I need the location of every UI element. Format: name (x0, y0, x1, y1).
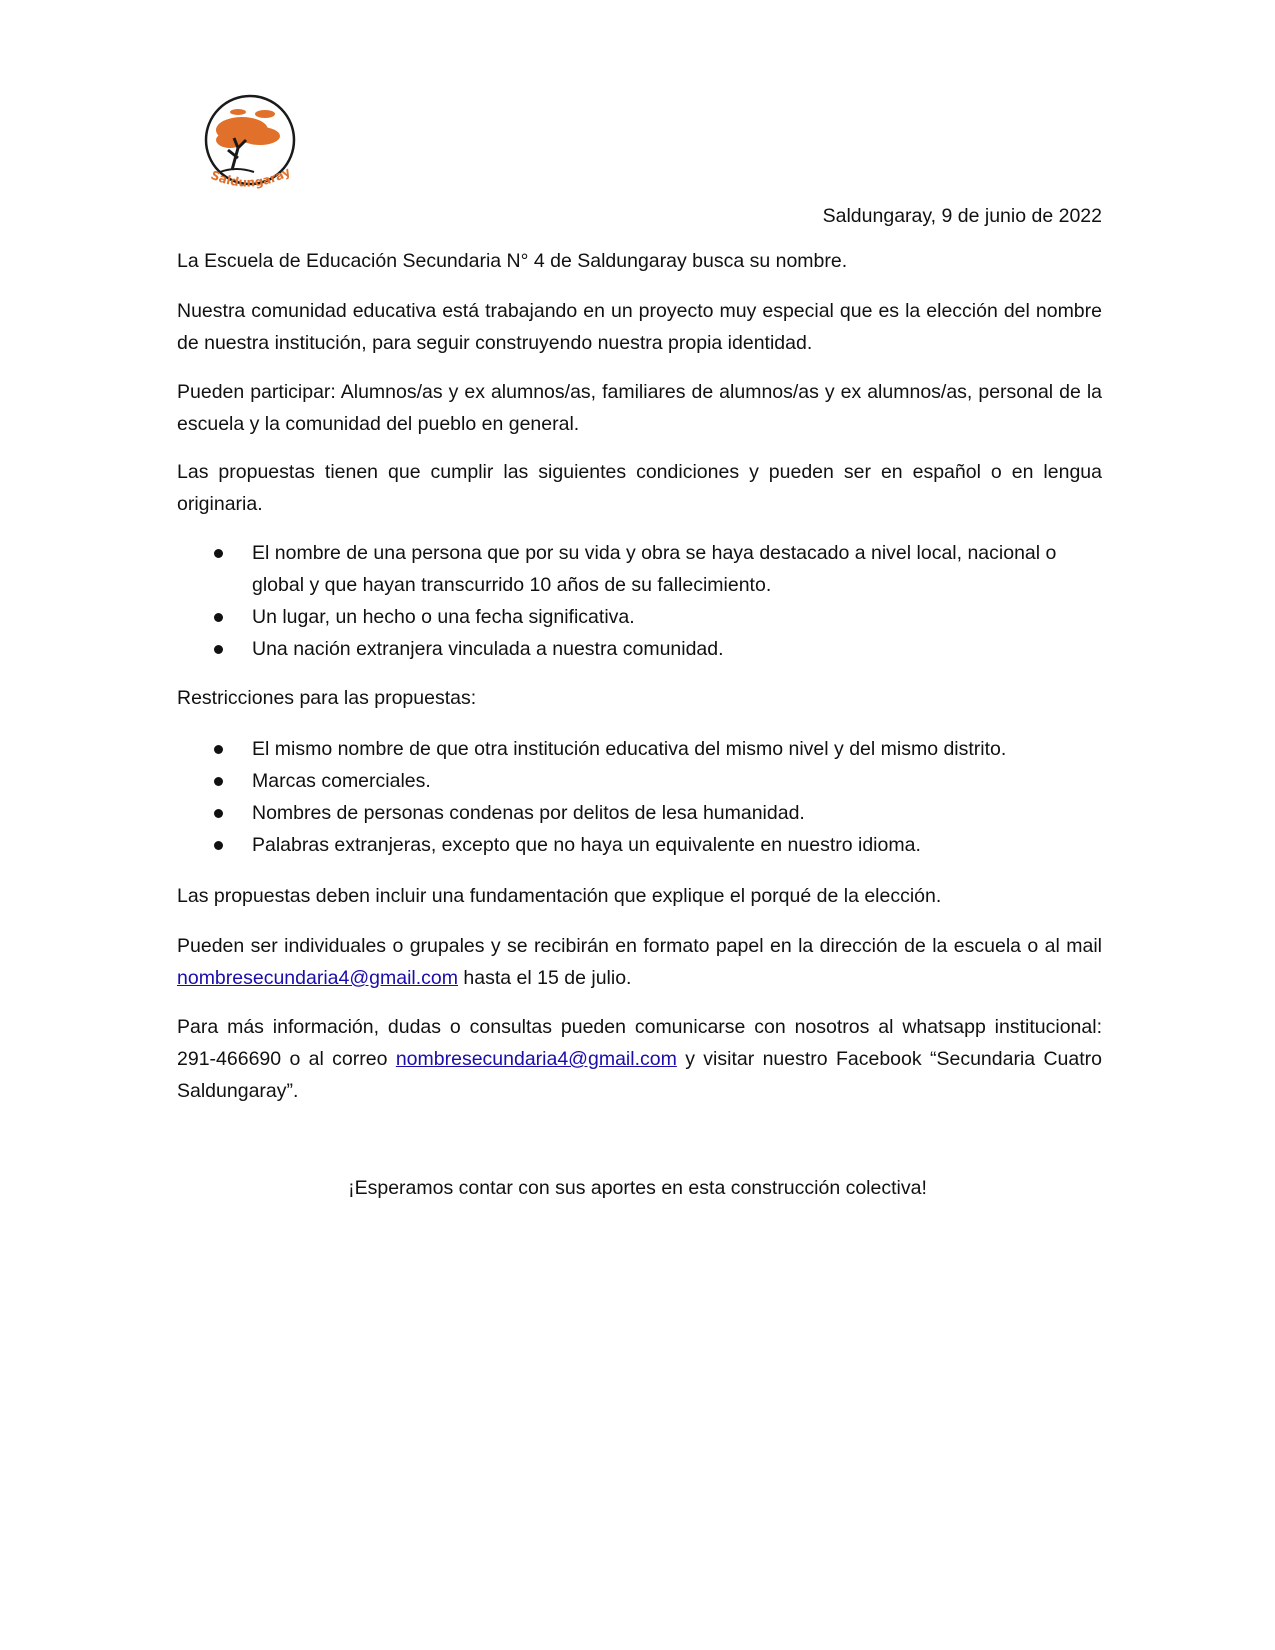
bullet-icon (214, 645, 223, 654)
list-item: El mismo nombre de que otra institución educativa del mismo nivel y del mismo distrito. (212, 733, 1102, 765)
intro-paragraph: La Escuela de Educación Secundaria N° 4 de Saldungaray busca su nombre. (177, 250, 848, 272)
paragraph-fundamentation: Las propuestas deben incluir una fundamentación que explique el porqué de la elección. (177, 885, 942, 907)
paragraph-contact: Para más información, dudas o consultas pueden comunicarse con nosotros al whatsapp institucional: 291-466690 o al correo nombresecundaria4@gmail.com y visitar nuestro Facebook “Secundaria Cuatro Saldungaray”. (177, 1016, 1102, 1102)
paragraph-conditions-intro: Las propuestas tienen que cumplir las siguientes condiciones y pueden ser en español o en lengua originaria. (177, 461, 1102, 515)
bullet-icon (214, 841, 223, 850)
bullet-icon (214, 745, 223, 754)
bullet-icon (214, 777, 223, 786)
letter-date: Saldungaray, 9 de junio de 2022 (822, 205, 1102, 227)
logo-arc-text (180, 78, 320, 81)
restrictions-title: Restricciones para las propuestas: (177, 687, 477, 709)
bullet-icon (214, 613, 223, 622)
list-item: El nombre de una persona que por su vida y obra se haya destacado a nivel local, nacional o global y que hayan transcurrido 10 años de su fallecimiento. (212, 537, 1102, 601)
bullet-icon (214, 809, 223, 818)
list-item: Palabras extranjeras, excepto que no haya un equivalente en nuestro idioma. (212, 829, 1102, 861)
restrictions-list (212, 733, 1102, 861)
list-item: Una nación extranjera vinculada a nuestra comunidad. (212, 633, 1102, 665)
list-item: Un lugar, un hecho o una fecha significativa. (212, 601, 1102, 633)
list-item: Marcas comerciales. (212, 765, 1102, 797)
conditions-list (212, 537, 1102, 665)
email-link[interactable]: nombresecundaria4@gmail.com (177, 967, 459, 989)
svg-text:Saldungaray (209, 164, 293, 189)
school-logo-emblem (180, 78, 320, 206)
bullet-icon (214, 549, 223, 558)
school-logo (180, 78, 320, 206)
paragraph-participants: Pueden participar: Alumnos/as y ex alumnos/as, familiares de alumnos/as y ex alumnos/as, personal de la escuela y la comunidad del pueblo en general. (177, 381, 1102, 435)
paragraph-project: Nuestra comunidad educativa está trabajando en un proyecto muy especial que es la elección del nombre de nuestra institución, para seguir construyendo nuestra propia identidad. (177, 300, 1102, 354)
closing-message: ¡Esperamos contar con sus aportes en esta construcción colectiva! (348, 1177, 927, 1199)
paragraph-submission: Pueden ser individuales o grupales y se recibirán en formato papel en la dirección de la escuela o al mail nombresecundaria4@gmail.com hasta el 15 de julio. (177, 935, 1102, 989)
email-link[interactable]: nombresecundaria4@gmail.com (395, 1048, 677, 1070)
list-item: Nombres de personas condenas por delitos de lesa humanidad. (212, 797, 1102, 829)
logo-bottom-text: Saldungaray (208, 164, 293, 190)
